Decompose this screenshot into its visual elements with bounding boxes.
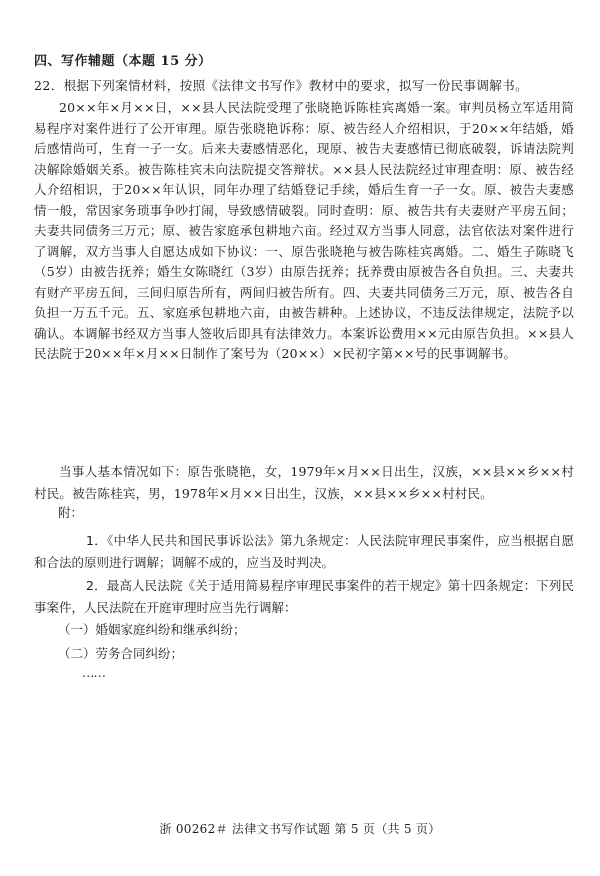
case-material: 20××年×月××日，××县人民法院受理了张晓艳诉陈桂宾离婚一案。审判员杨立军适用简易程序对案件进行了公开审理。原告张晓艳诉称：原、被告经人介绍相识，于20××年结婚，婚后感情尚可，生育一子一女。后来夫妻感情恶化，现原、被告夫妻感情已彻底破裂，诉请法院判决解除婚姻关系。被告陈桂宾未向法院提交答辩状。××县人民法院经过审理查明：原、被告经人介绍相识，于20××年认识，同年办理了结婚登记手续，婚后生育一子一女。原、被告夫妻感情一般，常因家务琐事争吵打闹，导致感情破裂。同时查明：原、被告共有夫妻财产平房五间；夫妻共同债务三万元；原、被告家庭承包耕地六亩。经过双方当事人同意，法官依法对案件进行了调解，双方当事人自愿达成如下协议：一、原告张晓艳与被告陈桂宾离婚。二、婚生子陈晓飞（5岁）由被告抚养；婚生女陈晓红（3岁）由原告抚养；抚养费由原被告各自负担。三、夫妻共有财产平房五间，三间归原告所有，两间归被告所有。四、夫妻共同债务三万元，原、被告各自负担一万五千元。五、家庭承包耕地六亩，由被告耕种。上述协议，不违反法律规定，法院予以确认。本调解书经双方当事人签收后即具有法律效力。本案诉讼费用××元由原告负担。××县人民法院于20××年×月××日制作了案号为（20××）×民初字第××号的民事调解书。 bbox=[34, 100, 574, 361]
attachment-ellipsis: …… bbox=[82, 665, 105, 680]
attachment-item-2: 2．最高人民法院《关于适用简易程序审理民事案件的若干规定》第十四条规定：下列民事案件，人民法院在开庭审理时应当先行调解： bbox=[34, 578, 574, 615]
parties-info: 当事人基本情况如下：原告张晓艳，女，1979年×月××日出生，汉族，××县××乡××村村民。被告陈桂宾，男，1978年×月××日出生，汉族，××县××乡××村村民。 bbox=[34, 464, 574, 501]
attachment-subitem-1: （一）婚姻家庭纠纷和继承纠纷； bbox=[58, 622, 246, 637]
attachment-label: 附： bbox=[58, 505, 84, 520]
question-prompt: 22．根据下列案情材料，按照《法律文书写作》教材中的要求，拟写一份民事调解书。 bbox=[34, 78, 529, 93]
attachment-item-1: 1．《中华人民共和国民事诉讼法》第九条规定：人民法院审理民事案件，应当根据自愿和合法的原则进行调解；调解不成的，应当及时判决。 bbox=[34, 533, 574, 570]
section-heading: 四、写作辅题（本题 15 分） bbox=[34, 54, 212, 69]
page-footer: 浙 00262＃ 法律文书写作试题 第 5 页（共 5 页） bbox=[159, 822, 441, 836]
attachment-subitem-2: （二）劳务合同纠纷； bbox=[58, 646, 184, 661]
